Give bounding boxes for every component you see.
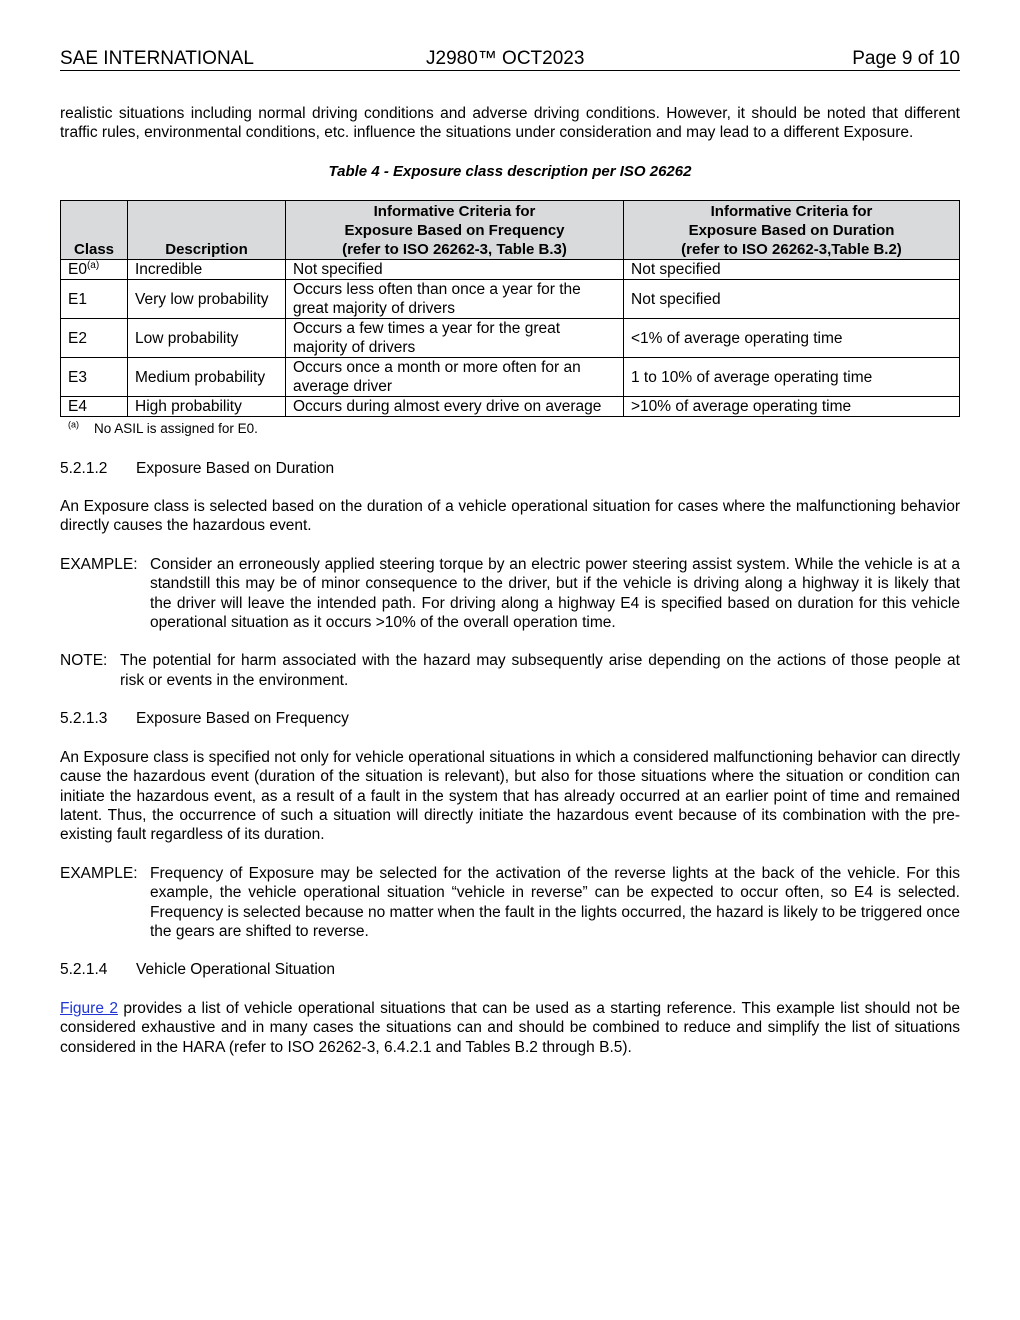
cell-class: E3 (61, 358, 128, 397)
header-frequency-line2: Exposure Based on Frequency (344, 222, 565, 240)
section-title: Exposure Based on Frequency (136, 710, 349, 728)
section-title: Exposure Based on Duration (136, 459, 335, 477)
cell-frequency: Occurs a few times a year for the great majority of drivers (286, 319, 624, 358)
table-row (61, 280, 960, 319)
example-label: EXAMPLE: (60, 555, 138, 573)
cell-duration: Not specified (624, 280, 960, 319)
cell-frequency: Occurs less often than once a year for the great majority of drivers (286, 280, 624, 319)
cell-duration: 1 to 10% of average operating time (624, 358, 960, 397)
header-duration-line1: Informative Criteria for (710, 203, 873, 221)
table-caption: Table 4 - Exposure class description per ISO 26262 (328, 162, 692, 180)
section-number: 5.2.1.2 (60, 459, 108, 477)
header-frequency-line3: (refer to ISO 26262-3, Table B.3) (342, 241, 567, 259)
header-class: Class (61, 201, 128, 260)
header-frequency (286, 201, 624, 260)
cell-frequency: Occurs once a month or more often for an average driver (286, 358, 624, 397)
section-heading-5-2-1-2 (60, 459, 960, 478)
table-row (61, 319, 960, 358)
duration-paragraph: An Exposure class is selected based on the duration of a vehicle operational situation for cases where the malfunctioning behavior directly causes the hazardous event. (60, 498, 960, 535)
exposure-class-table (60, 200, 960, 417)
footnote-text: No ASIL is assigned for E0. (94, 421, 258, 437)
example-text: Frequency of Exposure may be selected for the activation of the reverse lights at the back of the vehicle. For this example, the vehicle operational situation “vehicle in reverse” can be expected to occur often, so E4 is selected. Frequency is selected because no matter when the fault in the lights occurred, the hazard is likely to be triggered once the gears are shifted to reverse. (150, 864, 960, 940)
cell-class (61, 260, 128, 280)
page-body (60, 104, 960, 1076)
cell-class: E2 (61, 319, 128, 358)
table-header-row (61, 201, 960, 260)
header-description: Description (128, 201, 286, 260)
section-heading-5-2-1-3 (60, 709, 960, 728)
frequency-example (60, 864, 960, 942)
operational-situation-paragraph (60, 999, 960, 1057)
header-document-id: J2980™ OCT2023 (426, 48, 585, 69)
class-value: E0 (68, 261, 87, 279)
cell-duration: >10% of average operating time (624, 397, 960, 417)
intro-paragraph: realistic situations including normal driving conditions and adverse driving conditions. However, it should be noted that different traffic rules, environmental conditions, etc. influence the situations under consideration and may lead to a different Exposure. (60, 105, 960, 142)
example-text: Consider an erroneously applied steering torque by an electric power steering assist system. While the vehicle is at a standstill this may be of minor consequence to the driver, but if the vehicle is driving along a highway it is likely that the driver will leave the intended path. For driving along a highway E4 is specified based on duration for this vehicle operational situation as it occurs >10% of the overall operation time. (150, 555, 960, 632)
table-row (61, 260, 960, 280)
cell-class: E1 (61, 280, 128, 319)
note-text: The potential for harm associated with the hazard may subsequently arise depending on the actions of those people at risk or events in the environment. (120, 652, 960, 689)
frequency-paragraph: An Exposure class is specified not only for vehicle operational situations in which a considered malfunctioning behavior can directly cause the hazardous event (duration of the situation is relevant), but also for those situations where the situation or condition can initiate the hazardous event, as a result of a fault in the system that has already occurred at an earlier point of time and remained latent. Thus, the occurrence of such a situation will directly initiate the hazardous event because of its combination with the pre-existing fault regardless of its duration. (60, 748, 960, 844)
footnote-mark: (a) (68, 419, 79, 430)
header-frequency-line1: Informative Criteria for (373, 203, 536, 221)
cell-description: Incredible (128, 260, 286, 280)
section-number: 5.2.1.4 (60, 961, 108, 979)
table-footnote (68, 419, 960, 438)
cell-description: High probability (128, 397, 286, 417)
cell-description: Very low probability (128, 280, 286, 319)
paragraph-text: provides a list of vehicle operational situations that can be used as a starting reference. This example list should not be considered exhaustive and in many cases the situations can and should be combined to reduce and simplify the list of situations considered in the HARA (refer to ISO 26262-3, 6.4.2.1 and Tables B.2 through B.5). (60, 999, 960, 1056)
table-row (61, 397, 960, 417)
page-header (60, 46, 960, 71)
cell-class: E4 (61, 397, 128, 417)
section-heading-5-2-1-4 (60, 960, 960, 979)
footnote-marker: (a) (86, 260, 100, 272)
section-number: 5.2.1.3 (60, 710, 108, 728)
duration-example (60, 555, 960, 633)
example-label: EXAMPLE: (60, 864, 138, 882)
header-duration-line3: (refer to ISO 26262-3,Table B.2) (681, 241, 902, 259)
header-page-number: Page 9 of 10 (852, 48, 960, 69)
header-duration (624, 201, 960, 260)
cell-description: Low probability (128, 319, 286, 358)
cell-duration: <1% of average operating time (624, 319, 960, 358)
header-duration-line2: Exposure Based on Duration (688, 222, 895, 240)
cell-frequency: Not specified (286, 260, 624, 280)
section-title: Vehicle Operational Situation (136, 961, 336, 979)
note-label: NOTE: (60, 652, 108, 670)
cell-description: Medium probability (128, 358, 286, 397)
header-organization: SAE INTERNATIONAL (60, 48, 254, 69)
table-row (61, 358, 960, 397)
cell-duration: Not specified (624, 260, 960, 280)
figure-2-link[interactable]: Figure 2 (60, 999, 118, 1017)
cell-frequency: Occurs during almost every drive on average (286, 397, 624, 417)
duration-note (60, 651, 960, 690)
